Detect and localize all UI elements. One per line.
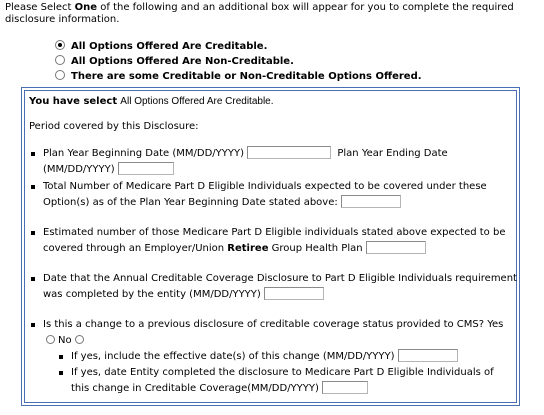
- effective-date-item: [65, 349, 515, 365]
- estimated-retiree-input[interactable]: [366, 241, 426, 254]
- selected-prefix: You have select: [29, 96, 118, 107]
- estimated-label-part1: Estimated number of those Medicare Part D Eligible individuals stated above expected to be covered through an Employer/Union: [43, 227, 506, 254]
- estimated-label-part2: Group Health Plan: [268, 243, 363, 254]
- change-no-label: No: [58, 335, 72, 346]
- period-label: Period covered by this Disclosure:: [29, 121, 199, 132]
- option-all-creditable-radio[interactable]: [55, 40, 65, 50]
- completed-date-label: If yes, date Entity completed the disclosure to Medicare Part D Eligible Individuals of this change in Creditable Coverage(MM/DD/YYYY): [71, 367, 494, 394]
- effective-date-input[interactable]: [398, 349, 458, 362]
- begin-date-input[interactable]: [247, 146, 331, 159]
- instructions-part1: Please Select: [5, 2, 75, 13]
- annual-disclosure-label: Date that the Annual Creditable Coverage Disclosure to Part D Eligible Individuals requirement was completed by the entity (MM/DD/YYYY): [43, 273, 517, 300]
- estimated-label-bold: Retiree: [227, 243, 269, 254]
- option-all-creditable-label: All Options Offered Are Creditable.: [71, 41, 268, 52]
- option-all-non-creditable-label: All Options Offered Are Non-Creditable.: [71, 56, 294, 67]
- instructions-emphasis: One: [74, 2, 98, 13]
- change-question-label: Is this a change to a previous disclosure of creditable coverage status provided to CMS? Yes: [43, 319, 504, 330]
- option-mixed-radio[interactable]: [55, 70, 65, 80]
- instructions-part2: of the following and an additional box will appear for you to complete the required disclosure information.: [5, 2, 514, 25]
- completed-date-input[interactable]: [322, 381, 368, 394]
- selected-value: All Options Offered Are Creditable.: [120, 96, 274, 107]
- end-date-input[interactable]: [118, 162, 174, 175]
- end-date-format-label: (MM/DD/YYYY): [43, 164, 115, 175]
- instructions-text: [5, 2, 543, 26]
- bullet-icon: [31, 231, 35, 235]
- total-individuals-input[interactable]: [341, 195, 401, 208]
- end-date-label: Plan Year Ending Date: [337, 148, 448, 159]
- option-mixed[interactable]: [55, 70, 422, 84]
- option-all-creditable[interactable]: [55, 40, 267, 54]
- effective-date-label: If yes, include the effective date(s) of this change (MM/DD/YYYY): [71, 351, 395, 362]
- disclosure-panel: [21, 87, 520, 406]
- bullet-icon: [59, 355, 63, 359]
- change-yes-radio[interactable]: [46, 335, 55, 344]
- total-individuals-item: [29, 179, 517, 211]
- option-all-non-creditable[interactable]: [55, 55, 294, 69]
- annual-disclosure-item: [29, 271, 517, 303]
- bullet-icon: [31, 277, 35, 281]
- option-all-non-creditable-radio[interactable]: [55, 55, 65, 65]
- change-no-radio[interactable]: [75, 335, 84, 344]
- change-question-item: [29, 317, 517, 349]
- begin-date-label: Plan Year Beginning Date (MM/DD/YYYY): [43, 148, 244, 159]
- completed-date-item: [65, 365, 515, 397]
- bullet-icon: [59, 371, 63, 375]
- bullet-icon: [31, 185, 35, 189]
- total-individuals-label: Total Number of Medicare Part D Eligible Individuals expected to be covered under these Option(s) as of the Plan Year Beginning Date stated above:: [43, 181, 487, 208]
- bullet-icon: [31, 323, 35, 327]
- estimated-retiree-item: [29, 225, 517, 257]
- bullet-icon: [31, 152, 35, 156]
- option-mixed-label: There are some Creditable or Non-Creditable Options Offered.: [71, 71, 422, 82]
- begin-end-date-item: [29, 146, 517, 178]
- selected-option-line: [29, 96, 274, 107]
- annual-disclosure-date-input[interactable]: [264, 287, 324, 300]
- disclosure-panel-inner: [24, 90, 517, 403]
